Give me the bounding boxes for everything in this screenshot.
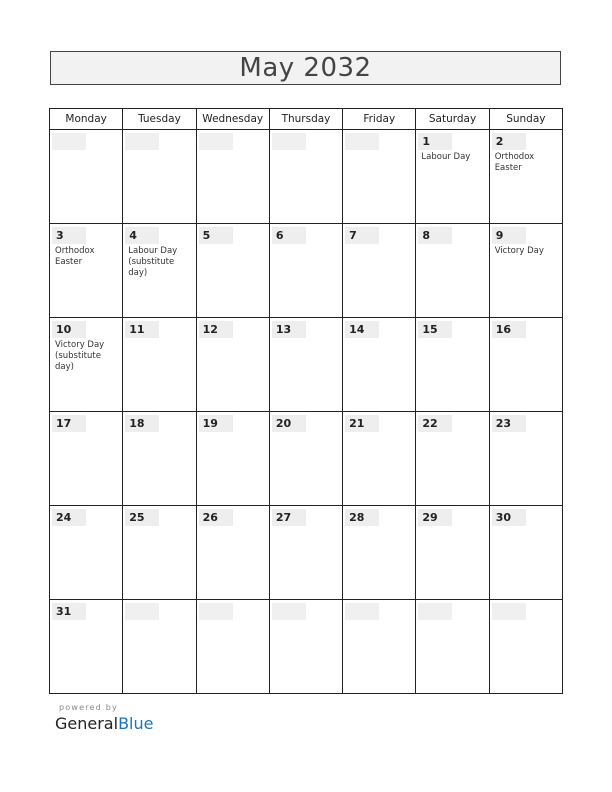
weekday-header: Friday [343, 109, 416, 130]
day-number [272, 603, 306, 620]
weekday-header-row [50, 109, 563, 130]
day-number: 18 [125, 415, 159, 432]
day-cell [196, 318, 269, 412]
day-number: 7 [345, 227, 379, 244]
day-cell [269, 506, 342, 600]
day-cell [343, 600, 416, 694]
day-cell [269, 224, 342, 318]
weekday-header: Monday [50, 109, 123, 130]
day-cell [343, 224, 416, 318]
day-number [345, 603, 379, 620]
day-cell [416, 130, 489, 224]
day-cell [123, 506, 196, 600]
week-row [50, 412, 563, 506]
day-cell [343, 412, 416, 506]
day-number: 19 [199, 415, 233, 432]
day-number [52, 133, 86, 150]
day-number [345, 133, 379, 150]
calendar-title: May 2032 [239, 53, 372, 83]
day-number [199, 133, 233, 150]
day-cell [269, 318, 342, 412]
day-number: 1 [418, 133, 452, 150]
day-number [125, 603, 159, 620]
brand-blue-text: Blue [118, 714, 154, 733]
day-number: 30 [492, 509, 526, 526]
day-number: 6 [272, 227, 306, 244]
holiday-label: Labour Day [421, 152, 471, 162]
day-cell [196, 412, 269, 506]
day-number: 25 [125, 509, 159, 526]
footer [55, 703, 153, 733]
day-cell [50, 412, 123, 506]
day-cell [50, 506, 123, 600]
day-number [199, 603, 233, 620]
calendar-body [50, 130, 563, 694]
day-number: 15 [418, 321, 452, 338]
day-cell [416, 412, 489, 506]
weekday-header: Wednesday [196, 109, 269, 130]
powered-by-text: powered by [59, 703, 118, 712]
week-row [50, 224, 563, 318]
weekday-header: Sunday [489, 109, 562, 130]
day-number: 2 [492, 133, 526, 150]
generalblue-logo [55, 714, 153, 733]
day-number: 29 [418, 509, 452, 526]
day-number: 14 [345, 321, 379, 338]
day-number: 22 [418, 415, 452, 432]
day-cell [123, 412, 196, 506]
day-cell [416, 318, 489, 412]
day-cell [50, 318, 123, 412]
day-cell [50, 600, 123, 694]
day-number: 12 [199, 321, 233, 338]
day-cell [489, 318, 562, 412]
calendar-title-box [50, 51, 561, 85]
week-row [50, 318, 563, 412]
day-number [492, 603, 526, 620]
day-cell [343, 318, 416, 412]
day-number: 21 [345, 415, 379, 432]
day-cell [489, 506, 562, 600]
day-number: 5 [199, 227, 233, 244]
holiday-label: Orthodox Easter [494, 152, 535, 173]
day-number: 4 [125, 227, 159, 244]
day-cell [343, 506, 416, 600]
day-cell [196, 224, 269, 318]
day-number: 24 [52, 509, 86, 526]
day-number: 9 [492, 227, 526, 244]
day-number: 31 [52, 603, 86, 620]
day-cell [416, 600, 489, 694]
day-cell [196, 506, 269, 600]
day-cell [123, 130, 196, 224]
holiday-label: Victory Day [494, 246, 544, 256]
week-row [50, 600, 563, 694]
day-number: 27 [272, 509, 306, 526]
day-number [272, 133, 306, 150]
holiday-label: Victory Day (substitute day) [55, 340, 105, 372]
day-cell [123, 600, 196, 694]
day-number: 17 [52, 415, 86, 432]
day-number: 28 [345, 509, 379, 526]
day-cell [416, 224, 489, 318]
day-cell [50, 130, 123, 224]
weekday-header: Thursday [269, 109, 342, 130]
day-number: 26 [199, 509, 233, 526]
weekday-header: Saturday [416, 109, 489, 130]
day-cell [269, 600, 342, 694]
day-cell [123, 224, 196, 318]
week-row [50, 130, 563, 224]
day-number: 11 [125, 321, 159, 338]
day-cell [489, 224, 562, 318]
day-cell [196, 130, 269, 224]
holiday-label: Orthodox Easter [55, 246, 95, 267]
day-number [125, 133, 159, 150]
day-cell [343, 130, 416, 224]
day-cell [269, 412, 342, 506]
holiday-label: Labour Day (substitute day) [128, 246, 178, 278]
day-number: 3 [52, 227, 86, 244]
day-number [418, 603, 452, 620]
day-cell [196, 600, 269, 694]
day-number: 23 [492, 415, 526, 432]
day-cell [269, 130, 342, 224]
day-number: 20 [272, 415, 306, 432]
day-cell [416, 506, 489, 600]
weekday-header: Tuesday [123, 109, 196, 130]
day-number: 13 [272, 321, 306, 338]
day-cell [489, 600, 562, 694]
week-row [50, 506, 563, 600]
day-number: 16 [492, 321, 526, 338]
day-number: 10 [52, 321, 86, 338]
day-cell [489, 412, 562, 506]
day-cell [123, 318, 196, 412]
calendar-grid [49, 108, 563, 694]
day-number: 8 [418, 227, 452, 244]
day-cell [489, 130, 562, 224]
day-cell [50, 224, 123, 318]
brand-general-text: General [55, 714, 119, 733]
